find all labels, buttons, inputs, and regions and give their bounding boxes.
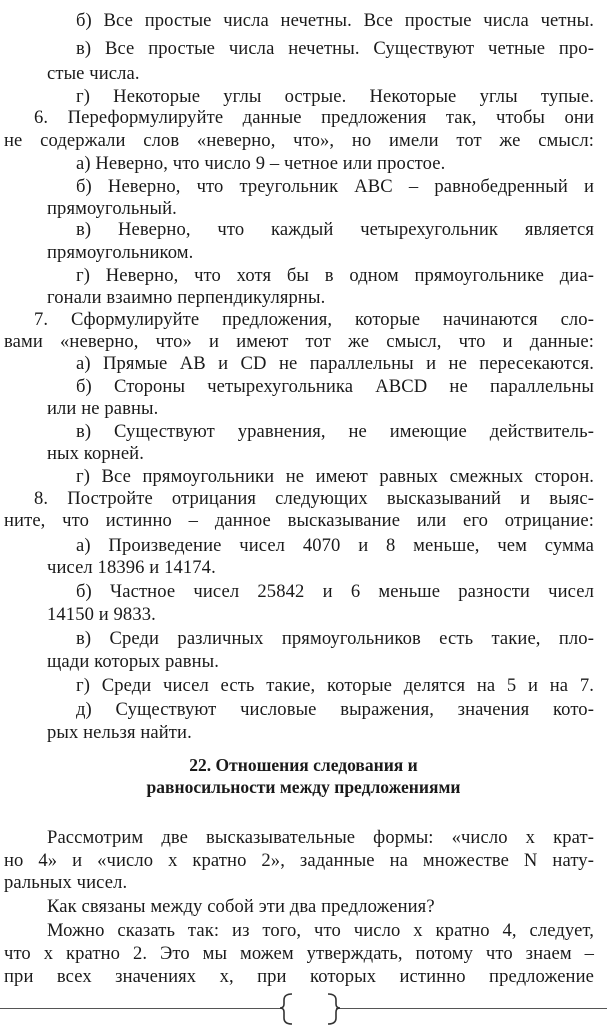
text-line: вами «неверно, что» и имеют тот же смысл, что и данные:: [4, 331, 594, 352]
text-line: г) Некоторые углы острые. Некоторые углы тупые.: [76, 86, 594, 107]
text-line: Как связаны между собой эти два предложения?: [47, 896, 435, 917]
text-line: чисел 18396 и 14174.: [47, 557, 216, 578]
text-line: в) Все простые числа нечетны. Существуют четные про-: [76, 38, 594, 59]
text-line: 14150 и 9833.: [47, 604, 156, 625]
text-line: прямоугольником.: [47, 242, 194, 263]
page-footer-ornament: [0, 990, 607, 1026]
text-line: д) Существуют числовые выражения, значения кото-: [76, 699, 594, 720]
text-line: а) Прямые AB и CD не параллельны и не пересекаются.: [76, 353, 594, 374]
text-line: в) Неверно, что каждый четырехугольник является: [76, 219, 594, 240]
text-line: ните, что истинно – данное высказывание или его отрицание:: [4, 510, 594, 531]
text-line: ных корней.: [47, 443, 144, 464]
section-title: равносильности между предложениями: [146, 777, 461, 797]
text-line: а) Неверно, что число 9 – четное или простое.: [76, 153, 446, 174]
text-line: ральных чисел.: [4, 872, 128, 893]
text-line: Можно сказать так: из того, что число x кратно 4, следует,: [47, 920, 594, 941]
text-line: г) Все прямоугольники не имеют равных смежных сторон.: [76, 466, 594, 487]
text-line: при всех значениях x, при которых истинно предложение: [4, 966, 594, 987]
text-line: г) Неверно, что хотя бы в одном прямоугольнике диа-: [76, 265, 594, 286]
footer-brace-icon: [0, 990, 607, 1026]
text-line: или не равны.: [47, 398, 159, 419]
text-line: б) Все простые числа нечетны. Все простые числа четны.: [76, 10, 594, 31]
text-line: в) Среди различных прямоугольников есть такие, пло-: [76, 628, 594, 649]
exercise-6-line: 6. Переформулируйте данные предложения так, чтобы они: [34, 107, 594, 128]
text-line: г) Среди чисел есть такие, которые делятся на 5 и на 7.: [76, 675, 594, 696]
exercise-8-line: 8. Постройте отрицания следующих высказываний и выяс-: [34, 488, 594, 509]
text-line: но 4» и «число x кратно 2», заданные на множестве N нату-: [4, 850, 594, 871]
text-line: прямоугольный.: [47, 198, 177, 219]
text-line: стые числа.: [47, 63, 140, 84]
text-line: б) Стороны четырехугольника ABCD не параллельны: [76, 376, 594, 397]
text-line: что x кратно 2. Это мы можем утверждать, потому что знаем –: [4, 943, 594, 964]
exercise-7-line: 7. Сформулируйте предложения, которые начинаются сло-: [34, 309, 594, 330]
text-line: в) Существуют уравнения, не имеющие действитель-: [76, 421, 594, 442]
text-line: рых нельзя найти.: [47, 722, 192, 743]
text-line: а) Произведение чисел 4070 и 8 меньше, чем сумма: [76, 535, 594, 556]
text-line: б) Частное чисел 25842 и 6 меньше разности чисел: [76, 581, 594, 602]
text-line: Рассмотрим две высказывательные формы: «число x крат-: [47, 827, 594, 848]
section-title: 22. Отношения следования и: [189, 755, 418, 775]
text-line: б) Неверно, что треугольник ABC – равнобедренный и: [76, 176, 594, 197]
text-line: щади которых равны.: [47, 651, 220, 672]
text-line: гонали взаимно перпендикулярны.: [47, 287, 326, 308]
text-line: не содержали слов «неверно, что», но имели тот же смысл:: [4, 130, 594, 151]
